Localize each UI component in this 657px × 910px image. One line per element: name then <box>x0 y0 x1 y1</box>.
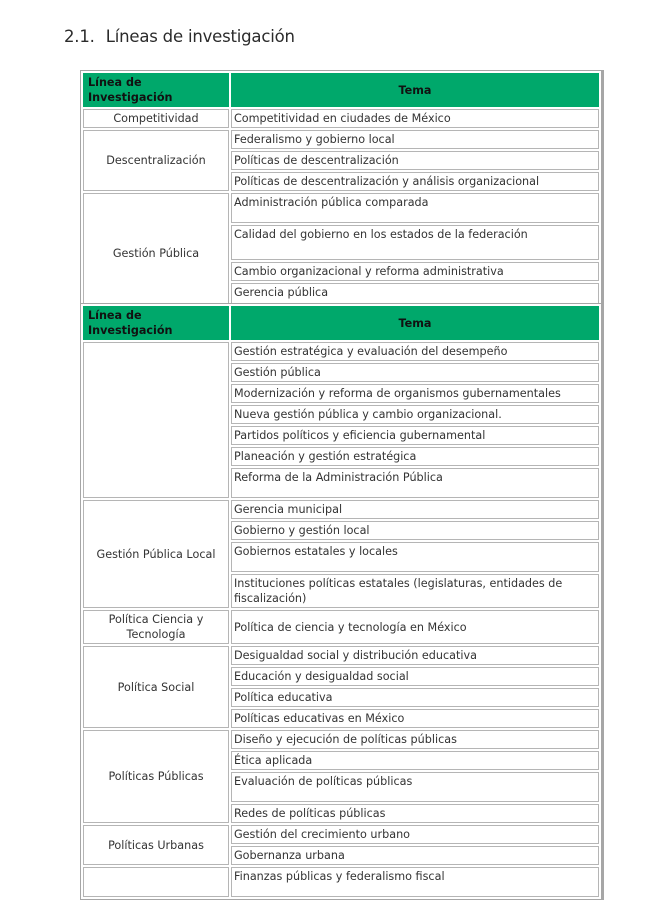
line-cell: Políticas Públicas <box>83 730 229 823</box>
line-cell: Política Social <box>83 646 229 728</box>
topic-cell: Gobierno y gestión local <box>231 521 599 540</box>
header-topic: Tema <box>231 73 599 107</box>
header-line: Línea de Investigación <box>83 73 229 107</box>
table-row <box>83 825 599 844</box>
topic-cell: Gerencia pública <box>231 283 599 313</box>
topic-cell: Gobernanza urbana <box>231 846 599 865</box>
table-row <box>83 610 599 644</box>
topic-cell: Modernización y reforma de organismos gubernamentales <box>231 384 599 403</box>
topic-cell: Política educativa <box>231 688 599 707</box>
line-cell: Competitividad <box>83 109 229 128</box>
line-cell: Gestión Pública Local <box>83 500 229 608</box>
section-number: 2.1. <box>64 27 95 46</box>
table-header-row <box>83 73 599 107</box>
topic-cell: Gestión pública <box>231 363 599 382</box>
table-row <box>83 109 599 128</box>
table-row <box>83 130 599 149</box>
topic-cell: Evaluación de políticas públicas <box>231 772 599 802</box>
topic-cell: Desigualdad social y distribución educativa <box>231 646 599 665</box>
topic-cell: Redes de políticas públicas <box>231 804 599 823</box>
table-row <box>83 500 599 519</box>
header-line: Línea de Investigación <box>83 306 229 340</box>
section-heading <box>64 27 295 46</box>
topic-cell: Federalismo y gobierno local <box>231 130 599 149</box>
topic-cell: Políticas de descentralización y análisis organizacional <box>231 172 599 191</box>
table-row <box>83 867 599 897</box>
header-topic: Tema <box>231 306 599 340</box>
topic-cell: Políticas educativas en México <box>231 709 599 728</box>
topic-cell: Finanzas públicas y federalismo fiscal <box>231 867 599 897</box>
topic-cell: Nueva gestión pública y cambio organizacional. <box>231 405 599 424</box>
line-cell: Política Ciencia y Tecnología <box>83 610 229 644</box>
topic-cell: Competitividad en ciudades de México <box>231 109 599 128</box>
line-cell: Descentralización <box>83 130 229 191</box>
topic-cell: Gestión estratégica y evaluación del desempeño <box>231 342 599 361</box>
topic-cell: Políticas de descentralización <box>231 151 599 170</box>
line-cell: Gestión Pública <box>83 193 229 313</box>
line-cell <box>83 342 229 498</box>
topic-cell: Política de ciencia y tecnología en México <box>231 610 599 644</box>
topic-cell: Instituciones políticas estatales (legislaturas, entidades de fiscalización) <box>231 574 599 608</box>
topic-cell: Cambio organizacional y reforma administrativa <box>231 262 599 281</box>
topic-cell: Calidad del gobierno en los estados de la federación <box>231 225 599 260</box>
table-row <box>83 193 599 223</box>
line-cell <box>83 867 229 897</box>
table-row <box>83 646 599 665</box>
topic-cell: Diseño y ejecución de políticas públicas <box>231 730 599 749</box>
line-cell: Políticas Urbanas <box>83 825 229 865</box>
topic-cell: Planeación y gestión estratégica <box>231 447 599 466</box>
topic-cell: Administración pública comparada <box>231 193 599 223</box>
research-lines-table-2 <box>80 303 604 900</box>
section-title: Líneas de investigación <box>105 27 295 46</box>
topic-cell: Gestión del crecimiento urbano <box>231 825 599 844</box>
research-lines-table-1 <box>80 70 604 316</box>
topic-cell: Educación y desigualdad social <box>231 667 599 686</box>
topic-cell: Ética aplicada <box>231 751 599 770</box>
table-row <box>83 342 599 361</box>
topic-cell: Reforma de la Administración Pública <box>231 468 599 498</box>
topic-cell: Partidos políticos y eficiencia gubernamental <box>231 426 599 445</box>
topic-cell: Gobiernos estatales y locales <box>231 542 599 572</box>
table-row <box>83 730 599 749</box>
topic-cell: Gerencia municipal <box>231 500 599 519</box>
table-header-row <box>83 306 599 340</box>
